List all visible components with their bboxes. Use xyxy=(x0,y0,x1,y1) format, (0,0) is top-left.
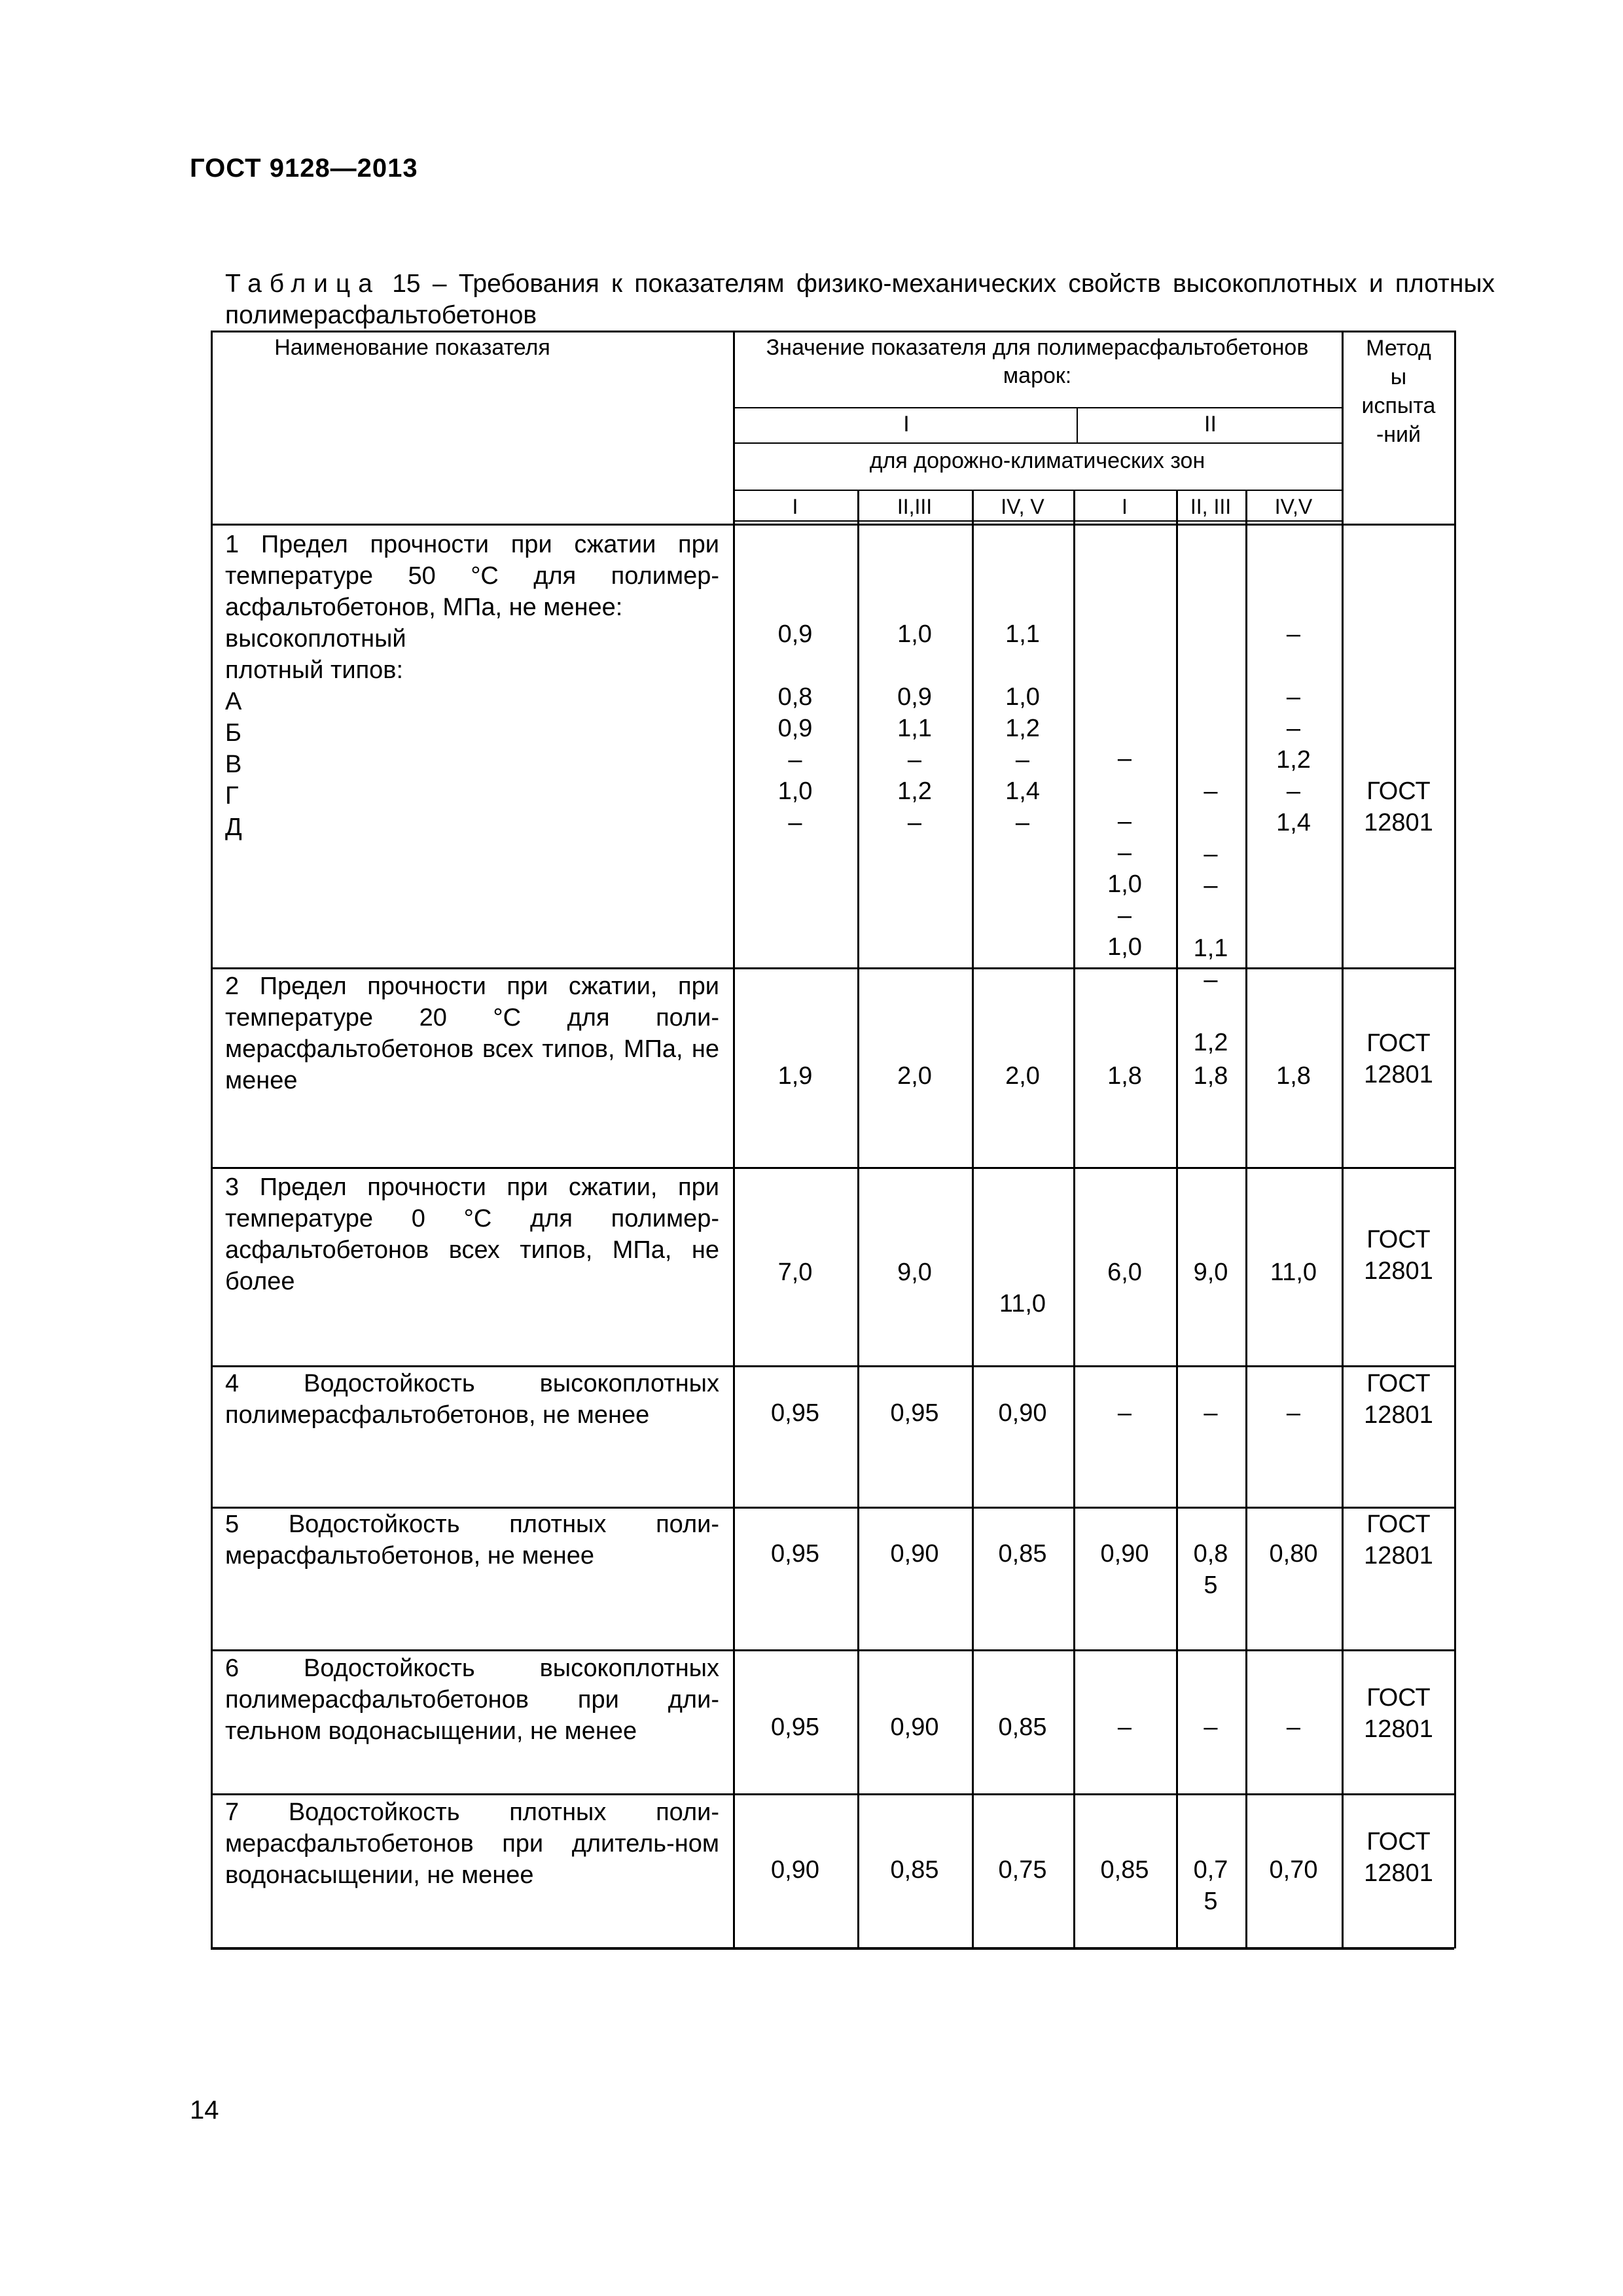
row-value: 0,75 xyxy=(998,1856,1047,1884)
header-zone-col: IV, V xyxy=(1001,495,1044,518)
row-value: 0,8 5 xyxy=(1193,1540,1228,1599)
row-method: ГОСТ 12801 xyxy=(1364,1030,1433,1088)
table-rule-horizontal xyxy=(211,1365,1454,1367)
row-name: 5 Водостойкость плотных поли-мерасфальтобетонов, не менее xyxy=(225,1511,719,1570)
header-method: Метод ы испыта -ний xyxy=(1361,336,1436,447)
row-value: – xyxy=(1117,1713,1132,1741)
header-zone-col: IV,V xyxy=(1274,495,1313,518)
header-zones: для дорожно-климатических зон xyxy=(869,448,1205,473)
row-value: – xyxy=(1204,1399,1218,1427)
row-value: – xyxy=(1204,1713,1218,1741)
row-value: 0,95 xyxy=(771,1713,819,1741)
row-value: 0,7 5 xyxy=(1193,1856,1228,1915)
row-value: 0,85 xyxy=(890,1856,939,1884)
header-zone-col: II,III xyxy=(897,495,933,518)
row-method: ГОСТ 12801 xyxy=(1364,1828,1433,1887)
row-value: 9,0 xyxy=(897,1259,932,1286)
table-rule-horizontal xyxy=(211,1947,1454,1950)
row-value: 0,95 xyxy=(771,1540,819,1568)
header-zone-col: II, III xyxy=(1190,495,1232,518)
table-rule-horizontal xyxy=(211,967,1454,969)
row-value: – xyxy=(1286,1399,1301,1427)
row-value: 2,0 xyxy=(1005,1062,1040,1090)
row-value: 1,8 xyxy=(1276,1062,1311,1090)
table-rule-vertical xyxy=(211,331,213,1948)
table-rule-vertical xyxy=(1454,331,1456,1948)
row-value: – – – 1,2 – 1,4 xyxy=(1276,620,1311,836)
row-value: 0,95 xyxy=(771,1399,819,1427)
row-method: ГОСТ 12801 xyxy=(1364,1511,1433,1570)
table-rule-vertical xyxy=(733,331,735,1948)
row-value: 2,0 xyxy=(897,1062,932,1090)
table-caption-text: 15 – Требования к показателям физико-механических свойств высокоплотных и плотных полимерасфальтобетонов xyxy=(225,270,1495,329)
row-value: 0,85 xyxy=(998,1713,1047,1741)
row-value: 7,0 xyxy=(777,1259,813,1286)
table-rule-vertical xyxy=(1077,407,1078,444)
page-number: 14 xyxy=(190,2096,219,2125)
row-value: 0,80 xyxy=(1269,1540,1318,1568)
row-name: 6 Водостойкость высокоплотных полимерасфальтобетонов при дли-тельном водонасыщении, не менее xyxy=(225,1655,719,1745)
table-rule-horizontal xyxy=(733,407,1342,408)
row-name: 7 Водостойкость плотных поли-мерасфальтобетонов при длитель-ном водонасыщении, не менее xyxy=(225,1799,719,1889)
header-zone-col: I xyxy=(792,495,798,518)
row-value: 0,90 xyxy=(998,1399,1047,1427)
row-value: 0,90 xyxy=(1100,1540,1149,1568)
row-value: – xyxy=(1286,1713,1301,1741)
row-value: 0,85 xyxy=(1100,1856,1149,1884)
row-value: 9,0 xyxy=(1193,1259,1228,1286)
row-value: 0,70 xyxy=(1269,1856,1318,1884)
row-value: 1,9 xyxy=(777,1062,813,1090)
header-value: Значение показателя для полимерасфальтобетонов марок: xyxy=(766,335,1309,388)
header-grade-2: II xyxy=(1204,412,1217,437)
row-method: ГОСТ 12801 xyxy=(1364,1370,1433,1429)
table-rule-horizontal xyxy=(733,520,1342,522)
row-value: 11,0 xyxy=(1270,1259,1317,1286)
header-name: Наименование показателя xyxy=(274,335,550,360)
row-value: – xyxy=(1117,1399,1132,1427)
header-zone-col: I xyxy=(1122,495,1128,518)
document-header: ГОСТ 9128—2013 xyxy=(190,154,418,183)
row-name: 4 Водостойкость высокоплотных полимерасфальтобетонов, не менее xyxy=(225,1370,719,1429)
row-value: 1,0 0,9 1,1 – 1,2 – xyxy=(897,620,932,836)
row-value: 6,0 xyxy=(1107,1259,1142,1286)
row-value: 11,0 xyxy=(999,1290,1046,1318)
row-value: – – – 1,0 – 1,0 xyxy=(1107,745,1142,961)
row-value: 1,8 xyxy=(1193,1062,1228,1090)
row-method: ГОСТ 12801 xyxy=(1364,1226,1433,1285)
table-rule-horizontal xyxy=(211,1167,1454,1169)
row-value: 0,90 xyxy=(771,1856,819,1884)
row-value: 0,85 xyxy=(998,1540,1047,1568)
row-value: 0,9 0,8 0,9 – 1,0 – xyxy=(777,620,813,836)
row-method: ГОСТ 12801 xyxy=(1364,778,1433,836)
table-rule-horizontal xyxy=(211,1649,1454,1651)
table-caption xyxy=(225,268,1495,331)
row-name: 1 Предел прочности при сжатии при температуре 50 °С для полимер-асфальтобетонов, МПа, не менее: высокоплотный плотный типов: А Б В Г Д xyxy=(225,531,719,841)
table-rule-horizontal xyxy=(211,331,1454,332)
table-rule-horizontal xyxy=(211,524,1454,526)
row-value: – – – 1,1 – 1,2 xyxy=(1193,778,1228,1056)
table-rule-horizontal xyxy=(211,1793,1454,1795)
table-caption-label: Таблица xyxy=(225,270,380,298)
row-name: 3 Предел прочности при сжатии, при температуре 0 °С для полимер-асфальтобетонов всех типов, МПа, не более xyxy=(225,1174,719,1295)
row-value: 0,95 xyxy=(890,1399,939,1427)
table-rule-horizontal xyxy=(733,442,1342,444)
header-grade-1: I xyxy=(903,412,910,437)
row-value: 0,90 xyxy=(890,1713,939,1741)
row-method: ГОСТ 12801 xyxy=(1364,1684,1433,1743)
row-value: 1,1 1,0 1,2 – 1,4 – xyxy=(1005,620,1040,836)
row-value: 0,90 xyxy=(890,1540,939,1568)
table-rule-horizontal xyxy=(733,490,1342,491)
row-value: 1,8 xyxy=(1107,1062,1142,1090)
row-name: 2 Предел прочности при сжатии, при температуре 20 °С для поли-мерасфальтобетонов всех типов, МПа, не менее xyxy=(225,973,719,1094)
